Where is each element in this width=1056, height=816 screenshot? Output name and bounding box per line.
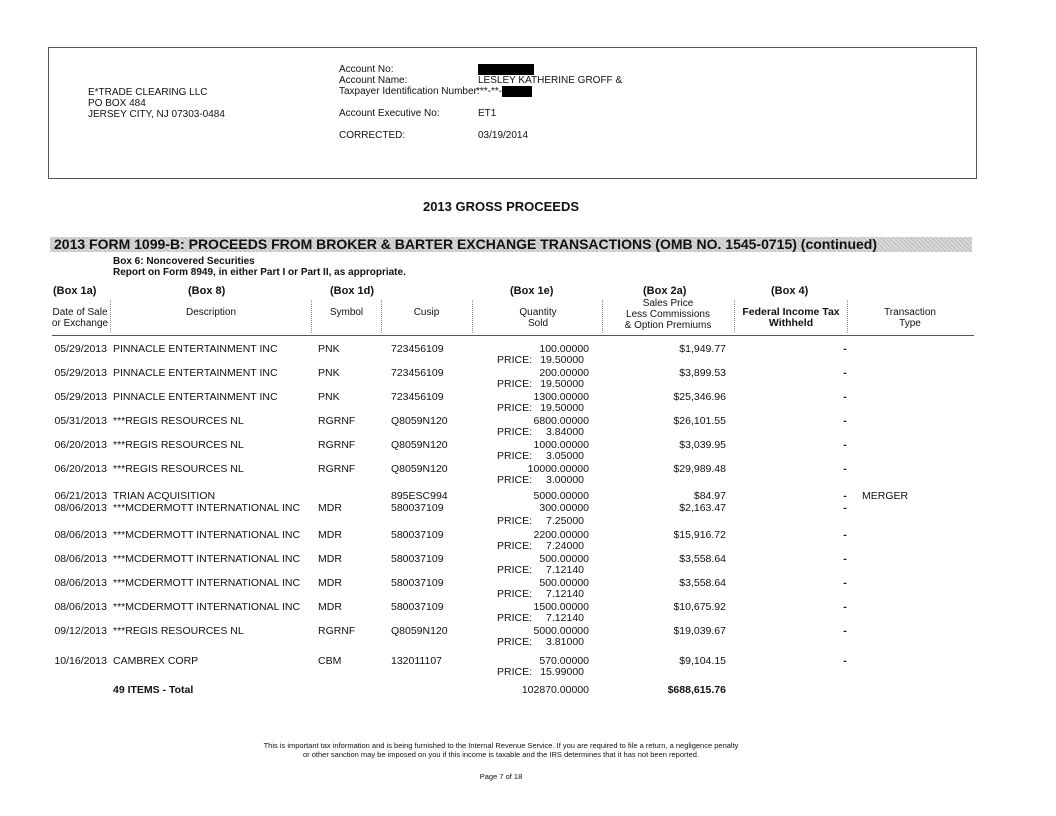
cell-price [497,378,584,390]
page-title: 2013 GROSS PROCEEDS [422,199,580,214]
redaction-block [502,86,532,97]
cell-cusip: 580037109 [391,577,444,589]
price-label: PRICE: [497,564,533,576]
cell-sales: $25,346.96 [673,391,726,403]
total-quantity: 102870.00000 [521,684,589,696]
price-value: 7.12140 [546,564,585,576]
col-header-type-l2: Type [899,318,921,329]
price-label: PRICE: [497,474,533,486]
price-value: 19.50000 [540,378,585,390]
price-value: 3.00000 [546,474,585,486]
price-value: 7.12140 [546,588,585,600]
price-value: 7.24000 [546,540,585,552]
cell-quantity: 10000.00000 [527,463,589,475]
cell-date: 06/21/2013 [54,490,107,502]
cell-quantity: 1500.00000 [533,601,589,613]
table-row [0,463,1000,485]
box-1e-label: (Box 1e) [510,285,554,297]
cell-quantity: 2200.00000 [533,529,589,541]
box6-line2: Report on Form 8949, in either Part I or Part II, as appropriate. [113,267,406,278]
cell-sales: $3,899.53 [679,367,726,379]
cell-fed-tax: - [843,415,847,427]
cell-date: 05/29/2013 [54,343,107,355]
cell-description: PINNACLE ENTERTAINMENT INC [113,367,278,379]
cell-quantity: 500.00000 [539,577,589,589]
price-value: 19.50000 [540,354,585,366]
table-row [0,529,1000,551]
col-header-date-l2: or Exchange [51,318,109,329]
account-no-value [478,64,622,75]
cell-date: 08/06/2013 [54,577,107,589]
price-label: PRICE: [497,378,533,390]
col-header-fed-tax-l1: Federal Income Tax [742,306,840,318]
cell-description: PINNACLE ENTERTAINMENT INC [113,391,278,403]
price-label: PRICE: [497,450,533,462]
col-header-description: Description [185,307,237,318]
table-row [0,601,1000,623]
column-divider [602,300,603,333]
price-label: PRICE: [497,402,533,414]
col-header-type-l1: Transaction [884,307,936,318]
price-label: PRICE: [497,540,533,552]
col-header-sales [604,298,732,331]
col-header-symbol: Symbol [329,307,364,318]
price-label: PRICE: [497,588,533,600]
cell-cusip: 895ESC994 [391,490,448,502]
table-row [0,553,1000,575]
taxpayer-id-prefix: ***-**- [476,86,503,98]
box6-line1: Box 6: Noncovered Securities [113,256,255,267]
price-value: 15.99000 [540,666,585,678]
account-exec-value: ET1 [478,108,497,120]
cell-quantity: 1300.00000 [533,391,589,403]
price-value: 7.12140 [546,612,585,624]
price-value: 19.50000 [540,402,585,414]
cell-cusip: Q8059N120 [391,463,448,475]
payer-address-line2: JERSEY CITY, NJ 07303-0484 [88,109,225,120]
column-divider [734,300,735,333]
table-row [0,577,1000,599]
price-label: PRICE: [497,666,533,678]
box-2a-label: (Box 2a) [643,285,687,297]
cell-quantity: 5000.00000 [533,490,589,502]
table-row [0,367,1000,389]
cell-description: TRIAN ACQUISITION [113,490,216,502]
price-value: 3.05000 [546,450,585,462]
box-1d-label: (Box 1d) [330,285,374,297]
cell-sales: $9,104.15 [679,655,726,667]
cell-symbol: PNK [318,367,340,379]
table-row [0,502,1000,527]
cell-fed-tax: - [843,655,847,667]
cell-fed-tax: - [843,553,847,565]
total-label: 49 ITEMS - Total [113,684,194,696]
price-label: PRICE: [497,354,533,366]
account-exec-label: Account Executive No: [339,108,440,119]
price-label: PRICE: [497,636,533,648]
cell-symbol: RGRNF [318,463,356,475]
col-header-fed-tax [736,307,846,329]
cell-fed-tax: - [843,439,847,451]
cell-fed-tax: - [843,577,847,589]
cell-price [497,402,584,414]
col-header-fed-tax-l2: Withheld [768,317,814,329]
box-8-label: (Box 8) [188,285,226,297]
cell-type: MERGER [862,490,909,502]
cell-sales: $1,949.77 [679,343,726,355]
payer-address [88,87,225,120]
corrected-label: CORRECTED: [339,130,406,141]
box-4-label: (Box 4) [771,285,809,297]
cell-date: 06/20/2013 [54,439,107,451]
cell-description: ***MCDERMOTT INTERNATIONAL INC [113,529,301,541]
cell-date: 05/29/2013 [54,367,107,379]
cell-cusip: 723456109 [391,391,444,403]
cell-price [497,354,584,366]
cell-sales: $15,916.72 [673,529,726,541]
total-sales: $688,615.76 [667,684,726,696]
cell-description: ***MCDERMOTT INTERNATIONAL INC [113,553,301,565]
cell-cusip: 723456109 [391,367,444,379]
cell-quantity: 500.00000 [539,553,589,565]
cell-price [497,426,584,438]
cell-fed-tax: - [843,625,847,637]
column-divider [472,300,473,333]
price-label: PRICE: [497,612,533,624]
price-label: PRICE: [497,515,533,527]
cell-cusip: 580037109 [391,502,444,514]
col-header-quantity [476,307,600,329]
account-name-label: Account Name: [339,75,408,86]
payer-name: E*TRADE CLEARING LLC [88,87,208,98]
cell-fed-tax: - [843,343,847,355]
price-value: 3.81000 [546,636,585,648]
price-value: 3.84000 [546,426,585,438]
irs-notice-line2: or other sanction may be imposed on you if this income is taxable and the IRS determines that it has not been reported. [302,750,700,759]
cell-symbol: RGRNF [318,625,356,637]
cell-fed-tax: - [843,367,847,379]
table-row [0,415,1000,437]
cell-quantity: 100.00000 [539,343,589,355]
cell-quantity: 5000.00000 [533,625,589,637]
cell-description: CAMBREX CORP [113,655,199,667]
cell-symbol: MDR [318,553,342,565]
cell-fed-tax: - [843,502,847,514]
irs-notice [0,741,1002,759]
section-band-title: 2013 FORM 1099-B: PROCEEDS FROM BROKER & BARTER EXCHANGE TRANSACTIONS (OMB NO. 1545-0715) (continued) [54,236,877,252]
irs-notice-line1: This is important tax information and is being furnished to the Internal Revenue Service. If you are required to file a return, a negligence penalty [263,741,739,750]
cell-price [497,515,584,527]
cell-fed-tax: - [843,601,847,613]
cell-quantity: 1000.00000 [533,439,589,451]
cell-sales: $10,675.92 [673,601,726,613]
cell-sales: $29,989.48 [673,463,726,475]
column-divider [311,300,312,333]
cell-symbol: PNK [318,391,340,403]
cell-price [497,564,584,576]
cell-cusip: 580037109 [391,529,444,541]
cell-description: ***MCDERMOTT INTERNATIONAL INC [113,502,301,514]
account-values [478,64,622,141]
table-row [0,439,1000,461]
cell-symbol: MDR [318,577,342,589]
cell-sales: $3,558.64 [679,553,726,565]
cell-cusip: Q8059N120 [391,625,448,637]
redaction-block [478,64,534,75]
cell-fed-tax: - [843,391,847,403]
page-number: Page 7 of 18 [479,772,523,781]
col-header-quantity-l2: Sold [527,318,548,329]
table-row [0,625,1000,647]
cell-symbol: RGRNF [318,415,356,427]
cell-sales: $3,558.64 [679,577,726,589]
cell-date: 10/16/2013 [54,655,107,667]
cell-sales: $3,039.95 [679,439,726,451]
cell-date: 08/06/2013 [54,502,107,514]
col-header-sales-l2: Less Commissions [626,309,710,320]
price-value: 7.25000 [546,515,585,527]
cell-price [497,612,584,624]
col-header-date-l1: Date of Sale [52,307,108,318]
header-rule [52,335,974,336]
cell-sales: $2,163.47 [679,502,726,514]
cell-sales: $19,039.67 [673,625,726,637]
payer-address-line1: PO BOX 484 [88,98,146,109]
cell-date: 05/31/2013 [54,415,107,427]
cell-symbol: MDR [318,529,342,541]
cell-description: PINNACLE ENTERTAINMENT INC [113,343,278,355]
box6-note [113,256,406,278]
cell-price [497,474,584,486]
table-row [0,391,1000,413]
cell-fed-tax: - [843,529,847,541]
price-label: PRICE: [497,426,533,438]
cell-quantity: 200.00000 [539,367,589,379]
account-labels [339,64,480,141]
account-name-value: LESLEY KATHERINE GROFF & [478,75,623,87]
cell-date: 08/06/2013 [54,529,107,541]
taxpayer-id-value [476,86,622,97]
cell-cusip: 132011107 [391,655,442,667]
cell-fed-tax: - [843,490,847,502]
cell-date: 09/12/2013 [54,625,107,637]
cell-symbol: CBM [318,655,342,667]
table-row [0,655,1000,677]
cell-price [497,666,584,678]
cell-cusip: Q8059N120 [391,415,448,427]
cell-quantity: 6800.00000 [533,415,589,427]
cell-date: 08/06/2013 [54,553,107,565]
cell-date: 08/06/2013 [54,601,107,613]
cell-cusip: 580037109 [391,601,444,613]
cell-price [497,450,584,462]
cell-symbol: MDR [318,502,342,514]
cell-cusip: 580037109 [391,553,444,565]
cell-description: ***MCDERMOTT INTERNATIONAL INC [113,577,301,589]
cell-symbol: MDR [318,601,342,613]
cell-symbol: PNK [318,343,340,355]
cell-description: ***REGIS RESOURCES NL [113,625,244,637]
account-no-label: Account No: [339,64,394,75]
col-header-cusip: Cusip [413,307,440,318]
cell-date: 06/20/2013 [54,463,107,475]
col-header-sales-l3: & Option Premiums [624,320,712,331]
cell-sales: $84.97 [693,490,726,502]
cell-cusip: 723456109 [391,343,444,355]
cell-symbol: RGRNF [318,439,356,451]
cell-price [497,540,584,552]
col-header-quantity-l1: Quantity [519,307,557,318]
cell-price [497,588,584,600]
col-header-date [51,307,109,329]
cell-sales: $26,101.55 [673,415,726,427]
box-1a-label: (Box 1a) [53,285,97,297]
col-header-transaction-type [850,307,970,329]
column-divider [381,300,382,333]
cell-description: ***REGIS RESOURCES NL [113,439,244,451]
col-header-sales-l1: Sales Price [642,298,694,309]
table-row [0,343,1000,365]
corrected-value: 03/19/2014 [478,130,529,142]
cell-fed-tax: - [843,463,847,475]
column-divider [847,300,848,333]
cell-description: ***REGIS RESOURCES NL [113,415,244,427]
column-divider [110,300,111,333]
taxpayer-id-label: Taxpayer Identification Number: [339,86,480,97]
cell-price [497,636,584,648]
cell-cusip: Q8059N120 [391,439,448,451]
cell-date: 05/29/2013 [54,391,107,403]
cell-description: ***MCDERMOTT INTERNATIONAL INC [113,601,301,613]
cell-description: ***REGIS RESOURCES NL [113,463,244,475]
cell-quantity: 300.00000 [539,502,589,514]
cell-quantity: 570.00000 [539,655,589,667]
